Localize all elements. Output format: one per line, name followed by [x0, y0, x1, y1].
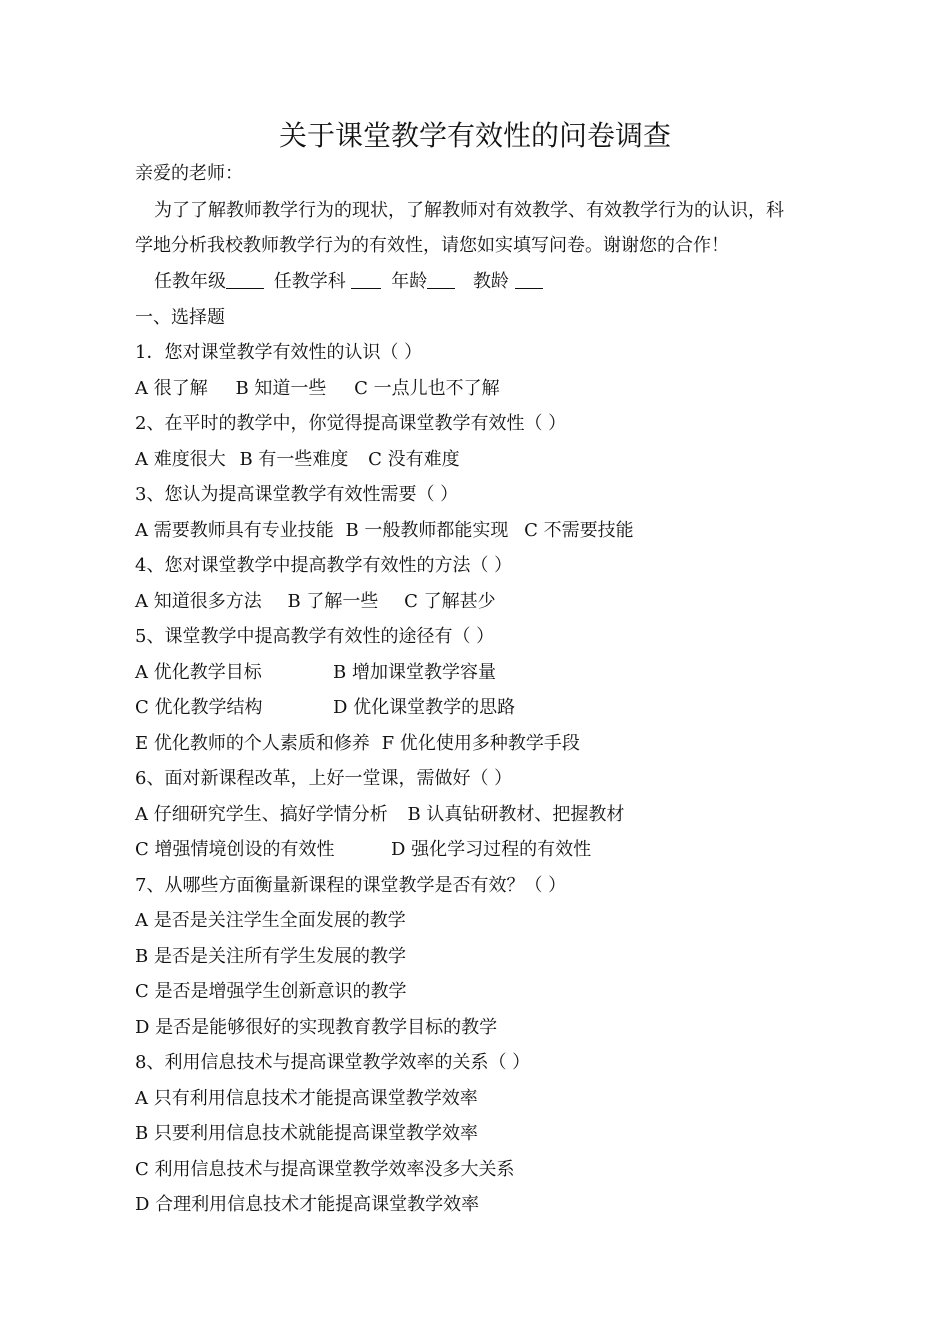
option-7a[interactable]: A 是否是关注学生全面发展的教学 [135, 910, 406, 931]
question-7: 7、从哪些方面衡量新课程的课堂教学是否有效？（ ） [135, 875, 567, 896]
option[interactable]: D 优化课堂教学的思路 [333, 697, 516, 718]
option[interactable]: A 仔细研究学生、搞好学情分析 [135, 804, 388, 825]
question-5: 5、课堂教学中提高教学有效性的途径有（ ） [135, 626, 495, 647]
options-5-row-1 [135, 659, 835, 687]
option[interactable]: B 增加课堂教学容量 [333, 662, 496, 683]
option[interactable]: D 强化学习过程的有效性 [391, 839, 592, 860]
options-3 [135, 517, 835, 545]
document-title: 关于课堂教学有效性的问卷调查 [278, 119, 671, 152]
greeting: 亲爱的老师： [135, 163, 243, 184]
options-5-row-2 [135, 694, 835, 722]
question-4: 4、您对课堂教学中提高教学有效性的方法（ ） [135, 555, 513, 576]
option[interactable]: F 优化使用多种教学手段 [381, 733, 580, 754]
option[interactable]: B 认真钻研教材、把握教材 [407, 804, 625, 825]
option[interactable]: C 没有难度 [368, 449, 460, 470]
intro-line-2: 学地分析我校教师教学行为的有效性，请您如实填写问卷。谢谢您的合作！ [135, 235, 729, 256]
question-1: 1．您对课堂教学有效性的认识（ ） [135, 342, 423, 363]
options-6-row-2 [135, 836, 835, 864]
option[interactable]: A 需要教师具有专业技能 [135, 520, 334, 541]
grade-label: 任教年级 [154, 271, 226, 292]
options-1 [135, 375, 835, 403]
option[interactable]: C 优化教学结构 [135, 697, 263, 718]
teaching-years-label: 教龄 [472, 271, 509, 292]
option-8c[interactable]: C 利用信息技术与提高课堂教学效率没多大关系 [135, 1159, 515, 1180]
options-2 [135, 446, 835, 474]
option[interactable]: C 不需要技能 [524, 520, 634, 541]
teaching-years-blank[interactable] [515, 268, 543, 289]
question-3: 3、您认为提高课堂教学有效性需要（ ） [135, 484, 459, 505]
intro-line-1: 为了了解教师教学行为的现状，了解教师对有效教学、有效教学行为的认识，科 [154, 200, 784, 221]
section-heading: 一、选择题 [135, 307, 225, 328]
option[interactable]: A 难度很大 [135, 449, 226, 470]
option[interactable]: A 很了解 [135, 378, 208, 399]
options-5-row-3 [135, 730, 835, 758]
options-6-row-1 [135, 801, 835, 829]
option[interactable]: C 一点儿也不了解 [354, 378, 500, 399]
option[interactable]: C 增强情境创设的有效性 [135, 839, 335, 860]
option[interactable]: A 知道很多方法 [135, 591, 262, 612]
option[interactable]: B 一般教师都能实现 [345, 520, 509, 541]
question-2: 2、在平时的教学中，你觉得提高课堂教学有效性（ ） [135, 413, 567, 434]
question-6: 6、面对新课程改革，上好一堂课，需做好（ ） [135, 768, 513, 789]
option[interactable]: E 优化教师的个人素质和修养 [135, 733, 370, 754]
question-8: 8、利用信息技术与提高课堂教学效率的关系（ ） [135, 1052, 531, 1073]
option[interactable]: A 优化教学目标 [135, 662, 262, 683]
option-7b[interactable]: B 是否是关注所有学生发展的教学 [135, 946, 406, 967]
option[interactable]: B 了解一些 [287, 591, 379, 612]
option[interactable]: B 知道一些 [235, 378, 327, 399]
option[interactable]: C 了解甚少 [404, 591, 496, 612]
subject-blank[interactable] [351, 268, 381, 289]
age-label: 年龄 [391, 271, 428, 292]
option[interactable]: B 有一些难度 [239, 449, 349, 470]
info-fields [154, 268, 854, 296]
subject-label: 任教学科 [273, 271, 346, 292]
option-8d[interactable]: D 合理利用信息技术才能提高课堂教学效率 [135, 1194, 480, 1215]
option-7c[interactable]: C 是否是增强学生创新意识的教学 [135, 981, 407, 1002]
option-7d[interactable]: D 是否是能够很好的实现教育教学目标的教学 [135, 1017, 498, 1038]
options-4 [135, 588, 835, 616]
grade-blank[interactable] [226, 268, 264, 289]
age-blank[interactable] [427, 268, 455, 289]
option-8b[interactable]: B 只要利用信息技术就能提高课堂教学效率 [135, 1123, 478, 1144]
option-8a[interactable]: A 只有利用信息技术才能提高课堂教学效率 [135, 1088, 478, 1109]
